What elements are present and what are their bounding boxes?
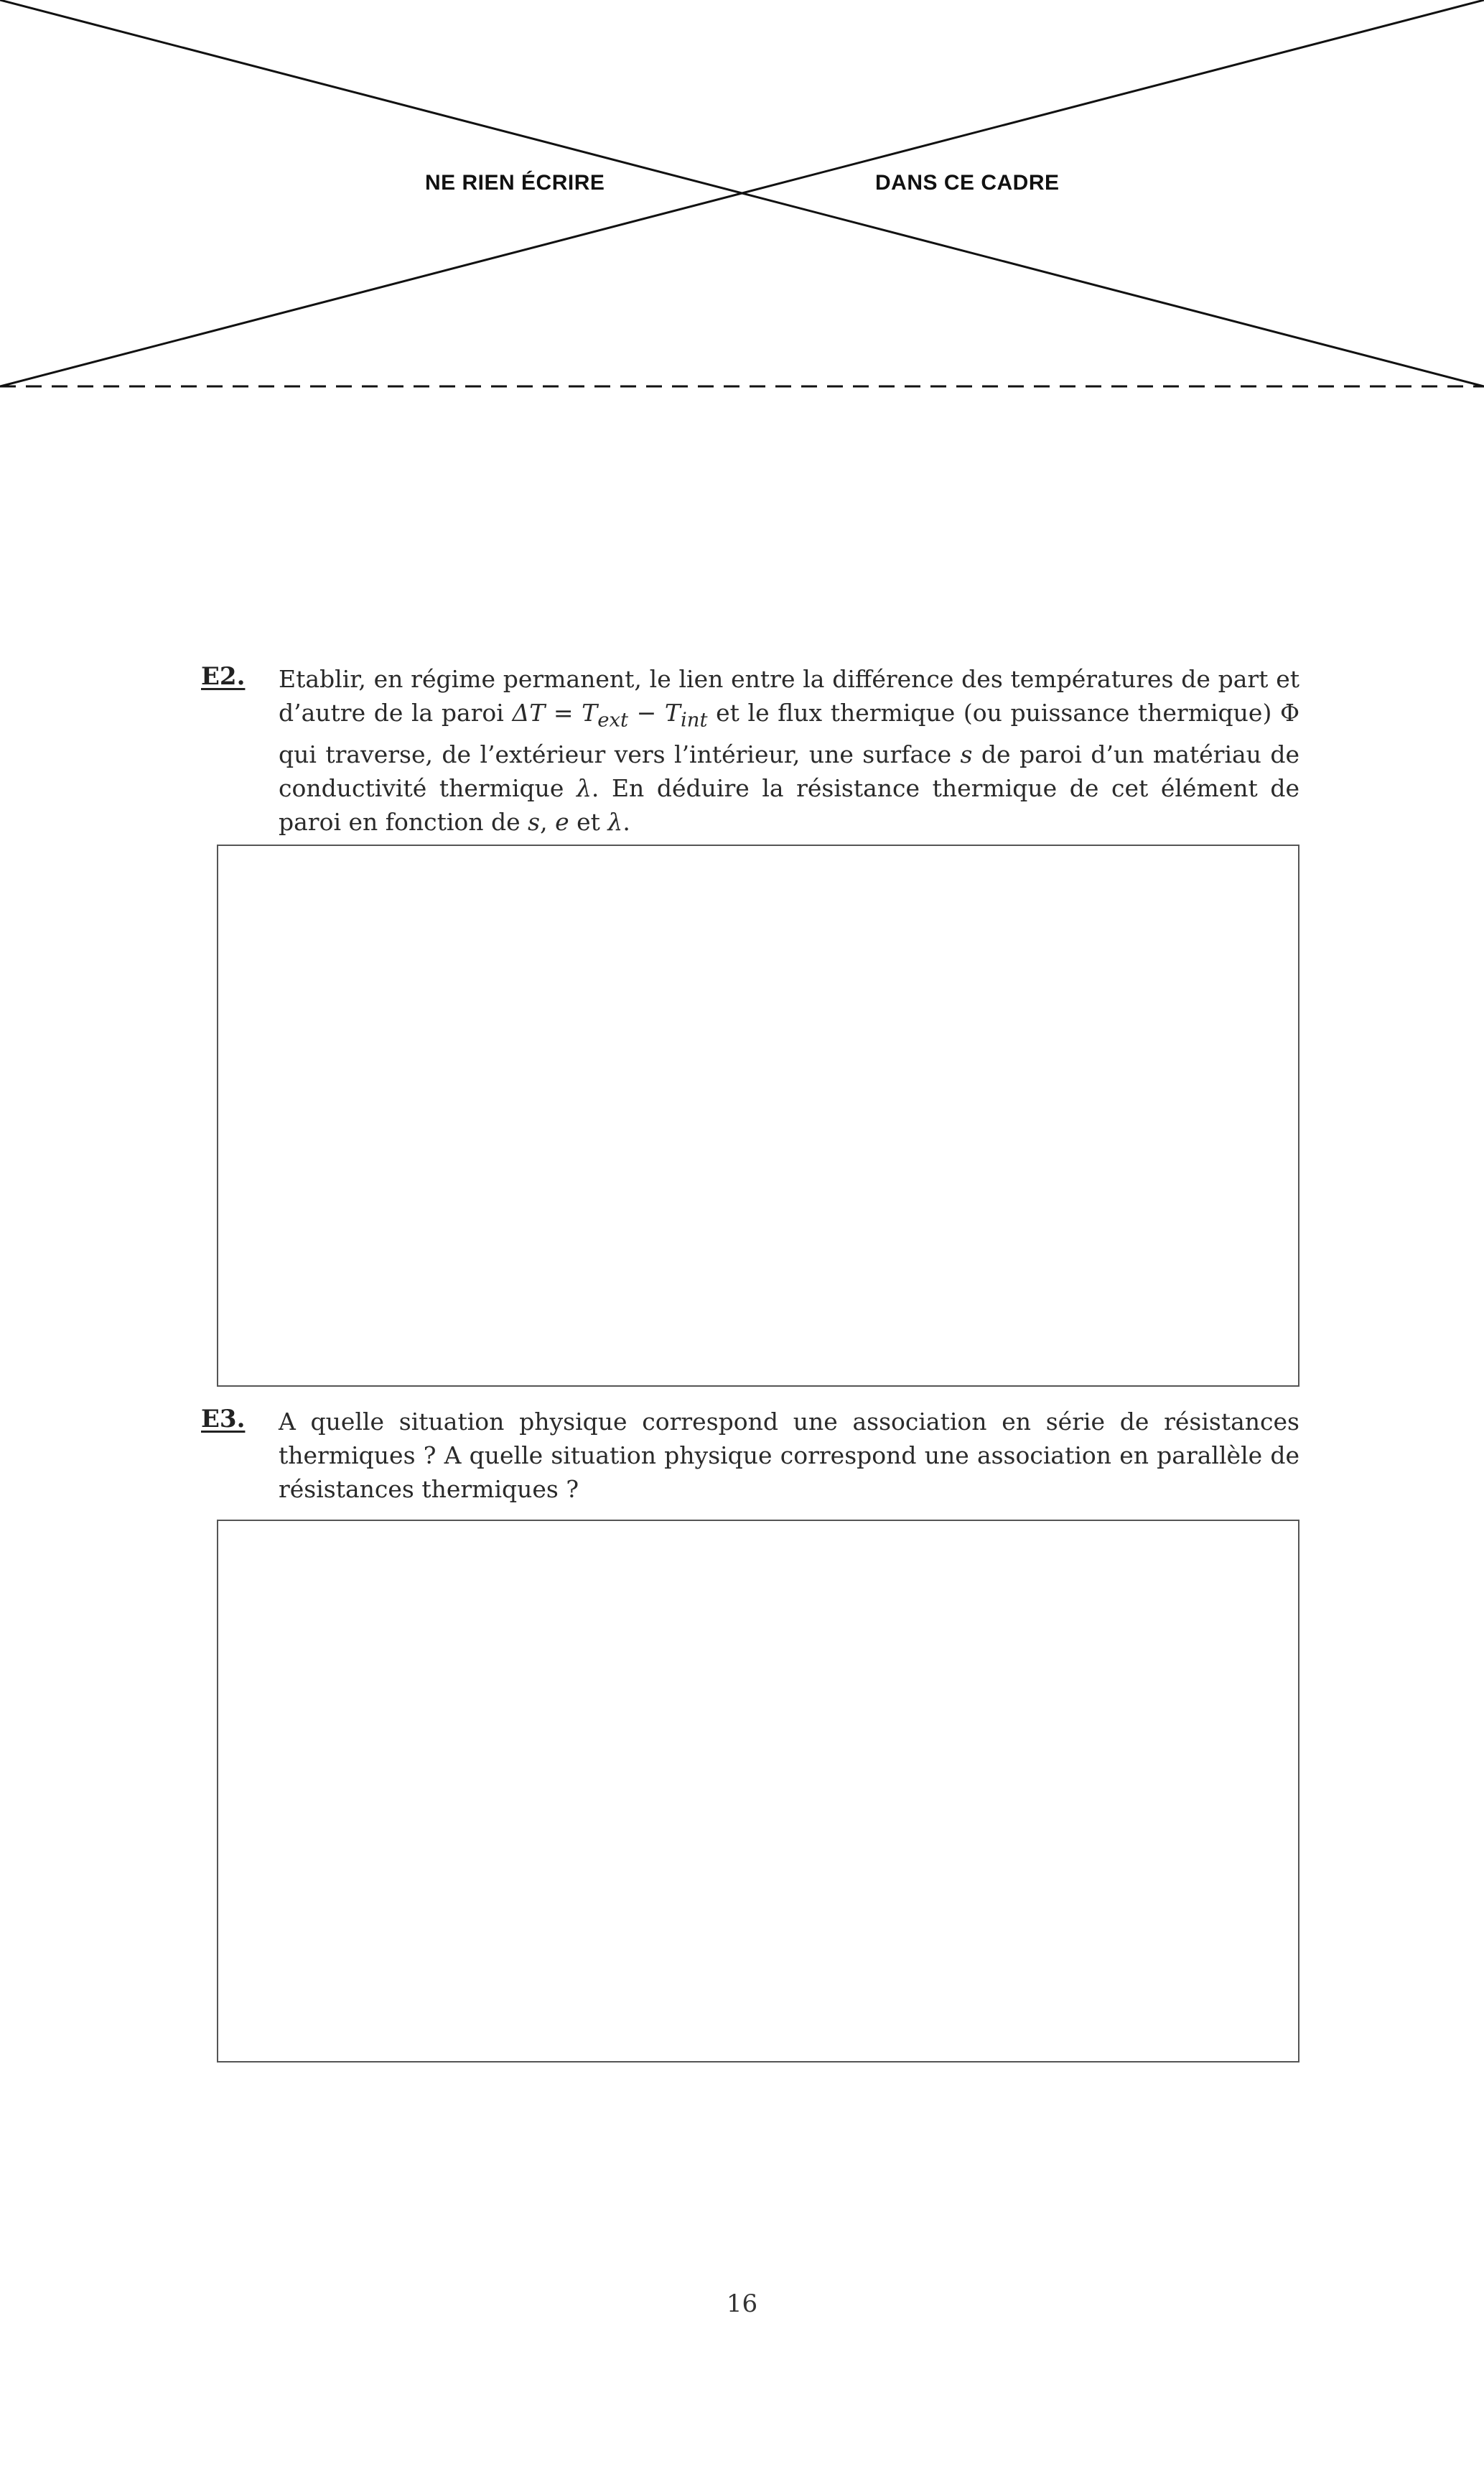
answer-box-e3[interactable] xyxy=(217,1520,1299,2063)
question-text: A quelle situation physique correspond une association en série de résistances thermiques ? A quelle situation physique correspond une association en parallèle de résistances thermiques ? xyxy=(279,1408,1299,1503)
crossed-frame-lines xyxy=(0,0,1484,391)
page-number: 16 xyxy=(726,2289,758,2318)
answer-box-e2[interactable] xyxy=(217,845,1299,1387)
question-number: E3. xyxy=(201,1405,246,1433)
do-not-write-zone xyxy=(0,0,1484,391)
header-label-right: DANS CE CADRE xyxy=(875,171,1060,195)
question-text: Etablir, en régime permanent, le lien entre la différence des températures de part et d’autre de la paroi $\Delta T = T_{ext} - T_{int}$ et le flux thermique (ou puissance thermique) Φ qui traverse, de l’extérieur vers l’intérieur, une surface s de paroi d’un matériau de conductivité thermique λ. En déduire la résistance thermique de cet élément de paroi en fonction de s, e et λ. xyxy=(279,665,1300,836)
question-number: E2. xyxy=(201,662,246,691)
header-label-left: NE RIEN ÉCRIRE xyxy=(425,171,605,195)
